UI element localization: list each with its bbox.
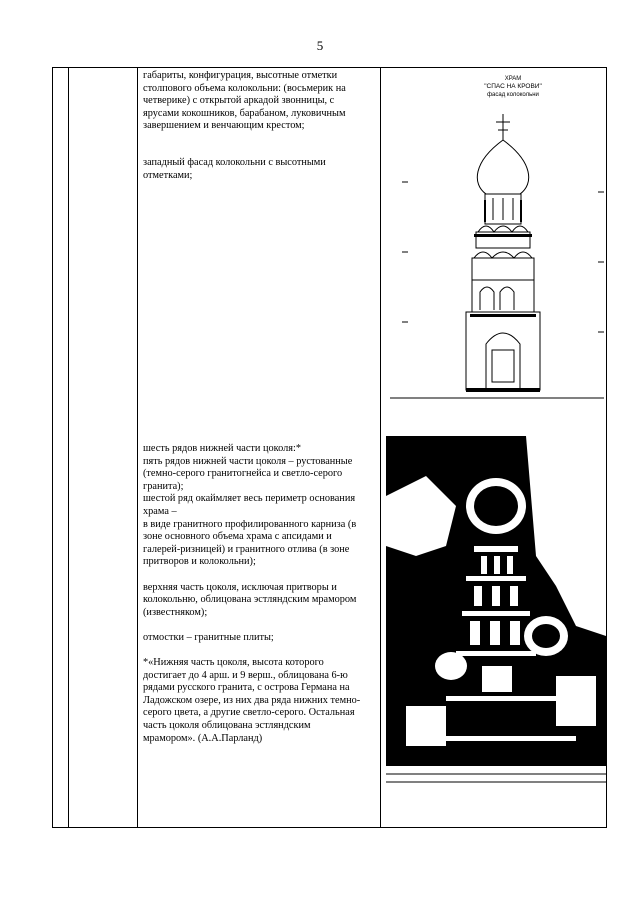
text-line: колокольню, облицована эстляндским мрамором [143,594,357,606]
text-line: шесть рядов нижней части цоколя:* [143,443,302,454]
text-block-plinth [143,443,378,745]
text-line: притворов и колокольни); [143,556,256,568]
text-line: достигает до 4 арш. и 9 верш., облицована 6-ю [143,669,348,681]
text-line: (темно-серого гранитогнейса и светло-серого [143,468,343,480]
text-block-west-facade [143,157,378,182]
text-line: *«Нижняя часть цоколя, высота которого [143,657,324,669]
table-divider-1 [68,67,69,828]
text-line: храма – [143,505,177,517]
text-line: серого цвета, а другие светло-серого. Остальная [143,707,355,719]
bell-tower-facade-drawing [388,72,606,402]
text-line: верхняя часть цоколя, исключая притворы и [143,581,337,593]
text-line: в виде гранитного профилированного карниза (в [143,518,357,530]
drawing-title-line: ХРАМ [504,76,522,82]
text-line: завершением и венчающим крестом; [143,120,305,132]
text-line: (известняком); [143,606,208,618]
church-photo [386,436,606,791]
text-line: мрамором». (А.А.Парланд) [143,732,263,744]
text-line: Ладожском озере, из них два ряда нижних темно- [143,694,361,706]
text-line: гранита); [143,480,184,492]
text-line: габариты, конфигурация, высотные отметки [143,70,338,81]
text-line: зоне основного объема храма с апсидами и [143,531,332,543]
drawing-title-line: фасад колокольни [487,92,539,98]
text-line: рядами русского гранита, с острова Германа на [143,682,350,694]
text-line: галерей-ризницей) и гранитного отлива (в зоне [143,543,350,555]
table-border-bottom [52,827,607,828]
table-border-left [52,67,53,828]
table-divider-2 [137,67,138,828]
text-line: часть цоколя облицована эстляндским [143,720,311,732]
table-divider-3 [380,67,381,828]
drawing-title-line: "СПАС НА КРОВИ" [484,83,542,90]
page-number: 5 [316,38,324,53]
text-line: четверике) с открытой аркадой звонницы, с [143,95,335,107]
text-line: шестой ряд окаймляет весь периметр основания [143,493,356,505]
text-line: пять рядов нижней части цоколя – рустованные [143,455,353,467]
table-border-right [606,67,607,828]
text-line: ярусами кокошников, барабаном, луковичным [143,107,346,119]
text-line: отмостки – гранитные плиты; [143,631,274,643]
text-line: западный фасад колокольни с высотными [143,157,326,168]
facade-drawing-svg [388,72,606,402]
text-block-bell-tower-volume [143,70,378,133]
text-line: отметками; [143,169,193,181]
text-line: столпового объема колокольни: (восьмерик на [143,82,346,94]
church-photo-svg [386,436,606,791]
table-border-top [52,67,607,68]
